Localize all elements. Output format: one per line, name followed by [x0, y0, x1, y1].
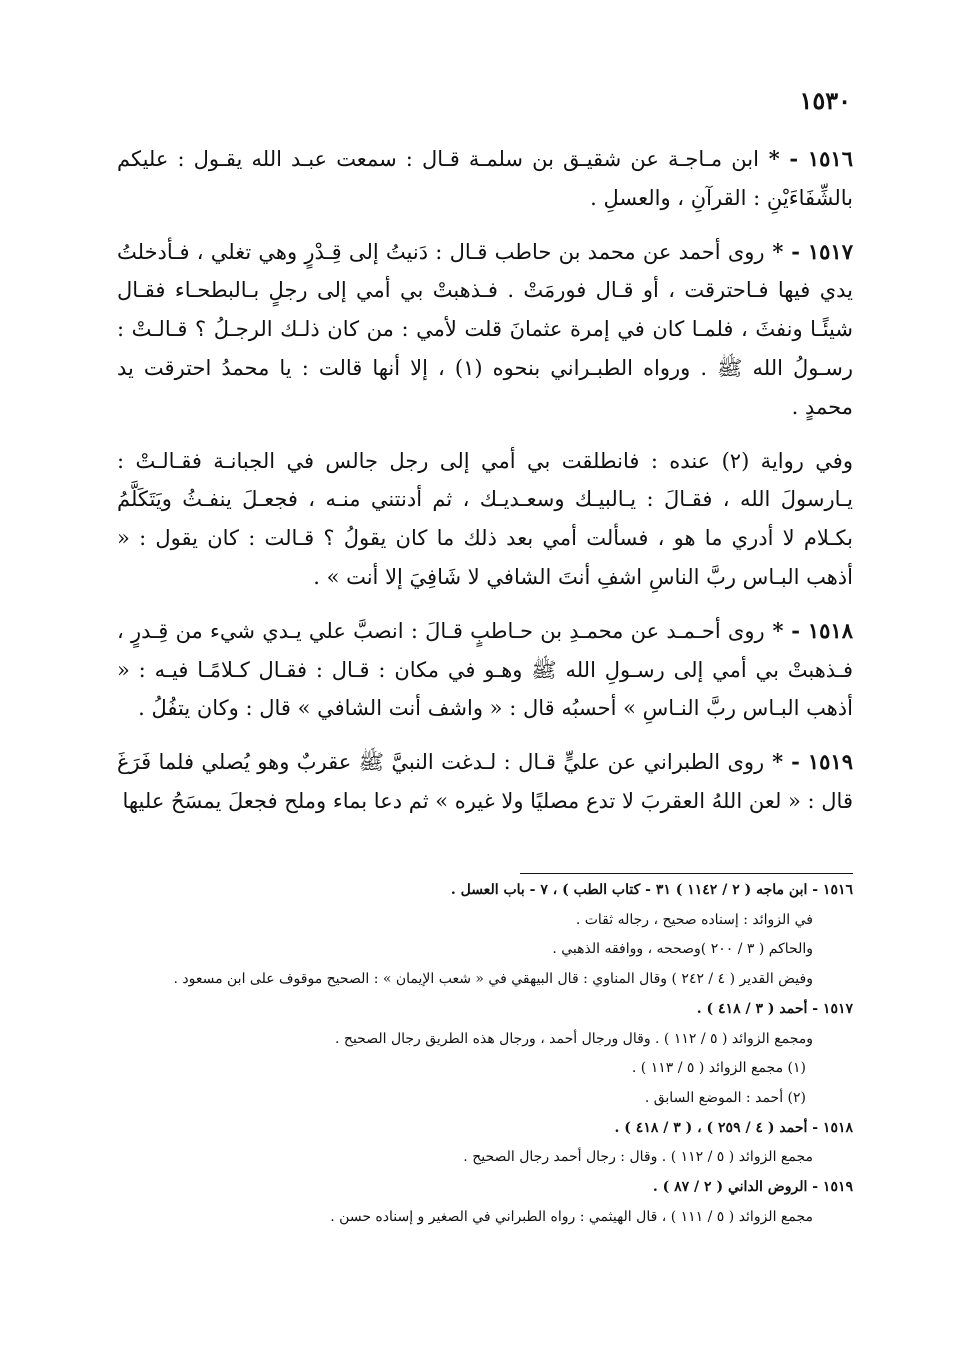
footnote-line: (٢) أحمد : الموضع السابق . — [644, 1089, 806, 1106]
hadith-text: روى أحـمـد عن محمـدِ بن حـاطبٍ قـالَ : انصبَّ علي يـدي شيء من قِـدرٍ ، فـذهبتْ بي أمي إلى رسـولِ الله ﷺ وهـو في مكان : قـال : فقـال كـلامًـا فيـه : « أذهب البـاس ربَّ النـاسِ » أحسبُه قال : « واشف أنت الشافي » قال : وكان يتفُلُ . — [117, 618, 853, 721]
hadith-paragraph — [117, 442, 853, 597]
hadith-text: روى أحمد عن محمد بن حاطب قـال : دَنيتُ إلى قِـدْرٍ وهي تغلي ، فـأدخلتُ يدي فيها فـاحترقت ، أو قـال فورمَتْ . فـذهبتْ بي أمي إلى رجلٍ بـالبطحـاء فقـال شيئًـا ونفثَ ، فلمـا كان في إمرة عثمانَ قلت لأمي : من كان ذلـك الرجـلُ ؟ قـالـتْ : رسـولُ الله ﷺ . ورواه الطبـراني بنحوه (١) ، إلا أنها قالت : يا محمدُ احترقت يد محمدٍ . — [117, 239, 853, 419]
footnote-line: (١) مجمع الزوائد ( ٥ / ١١٣ ) . — [631, 1060, 806, 1077]
footnote-line: ١٥١٧ - أحمد ( ٣ / ٤١٨ ) . — [696, 1000, 853, 1017]
hadith-number: ١٥١٧ - * — [764, 238, 853, 264]
footnote-line: ١٥١٨ - أحمد ( ٤ / ٢٥٩ ) ، ( ٣ / ٤١٨ ) . — [614, 1119, 853, 1136]
hadith-text: وفي رواية (٢) عنده : فانطلقت بي أمي إلى رجل جالس في الجبانـة فقـالـتْ : يـارسولَ الله ، فقـالَ : يـالبيـك وسعـديـك ، ثم أدنتني منـه ، فجعـلَ ينفـثُ ويَتَكَلَّمُ بكـلام لا أدري ما هو ، فسألت أمي بعد ذلك ما كان يقولُ ؟ قـالت : كان يقول : « أذهب البـاس ربَّ الناسِ اشفِ أنتَ الشافي لا شَافِيَ إلا أنت » . — [117, 448, 853, 589]
footnote-line: وفيض القدير ( ٤ / ٢٤٢ ) وقال المناوي : قال البيهقي في « شعب الإيمان » : الصحيح موقوف على ابن مسعود . — [173, 971, 813, 988]
footnote-line: ١٥١٦ - ابن ماجه ( ٢ / ١١٤٢ ) ٣١ - كتاب الطب ) ، ٧ - باب العسل . — [450, 882, 853, 898]
footnote-line: ومجمع الزوائد ( ٥ / ١١٢ ) . وقال ورجال أحمد ، ورجال هذه الطريق رجال الصحيح . — [335, 1030, 813, 1047]
hadith-paragraph — [117, 140, 853, 218]
footnote-line: مجمع الزوائد ( ٥ / ١١٢ ) . وقال : رجال أحمد رجال الصحيح . — [463, 1149, 813, 1166]
hadith-number: ١٥١٨ - * — [764, 617, 853, 643]
hadith-number: ١٥١٩ - * — [764, 749, 853, 775]
footnote-line: مجمع الزوائد ( ٥ / ١١١ ) ، قال الهيثمي : رواه الطبراني في الصغير و إسناده حسن . — [330, 1208, 813, 1225]
footnote-line: ١٥١٩ - الروض الداني ( ٢ / ٨٧ ) . — [652, 1179, 853, 1196]
footnotes-block — [117, 876, 853, 1232]
hadith-text: ابن مـاجـة عن شقيـق بن سلمـة قـال : سمعت عبـد الله يقـول : عليكم بالشِّفَاءَيْنِ : القرآنِ ، والعسلِ . — [117, 147, 853, 210]
hadith-text: روى الطبراني عن عليٍّ قـال : لـدغت النبيَّ ﷺ عقربٌ وهو يُصلي فلما فَرَغَ قال : « لعن اللهُ العقربَ لا تدع مصليًا ولا غيره » ثم دعا بماء وملح فجعلَ يمسَحُ عليها — [117, 750, 853, 813]
hadith-paragraph — [117, 612, 853, 728]
hadith-paragraph — [117, 743, 853, 821]
hadith-number: ١٥١٦ - * — [758, 146, 853, 171]
hadith-paragraph — [117, 233, 853, 427]
main-text-block — [117, 140, 853, 836]
footnote-line: والحاكم ( ٣ / ٢٠٠ )وصححه ، ووافقه الذهبي . — [552, 941, 813, 958]
footnote-separator — [520, 873, 853, 874]
page-number: ١٥٣٠ — [799, 86, 851, 115]
footnote-line: في الزوائد : إسناده صحيح ، رجاله ثقات . — [575, 911, 813, 928]
